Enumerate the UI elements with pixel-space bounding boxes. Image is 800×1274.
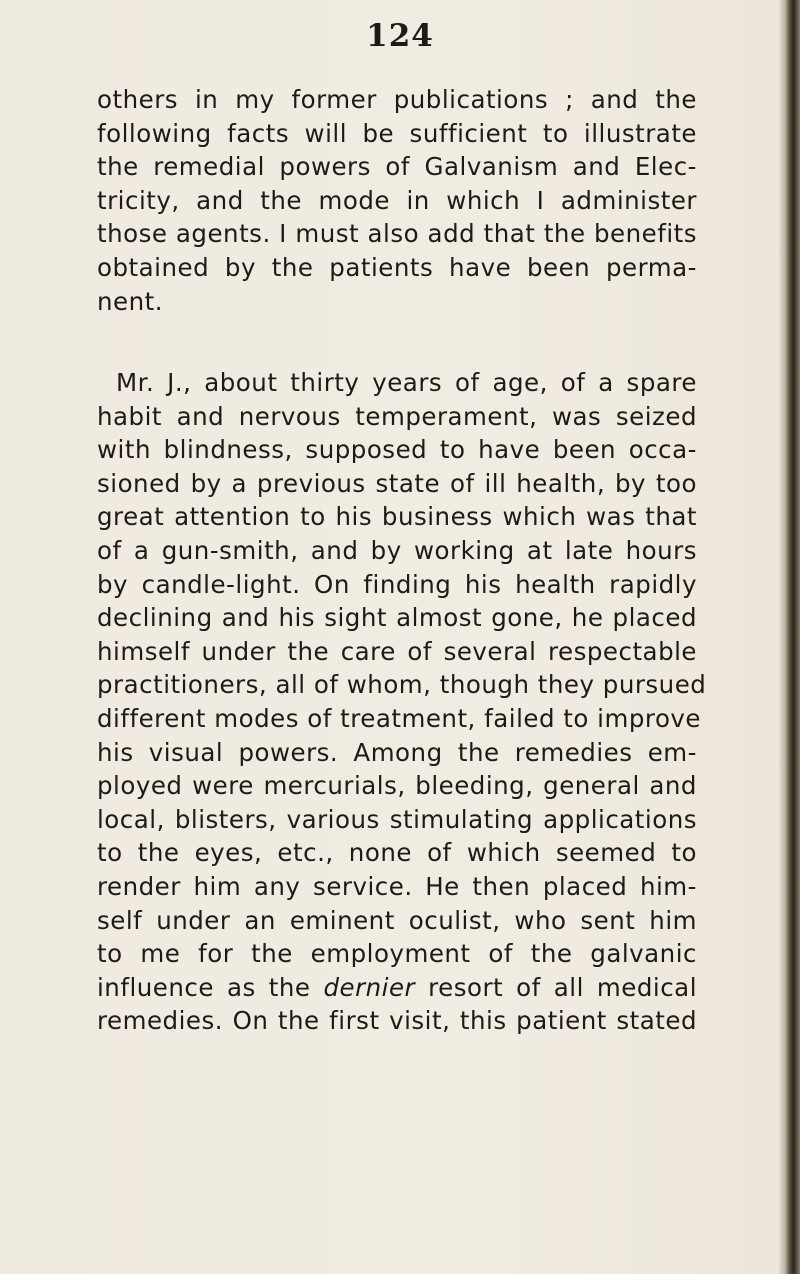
paragraph-2 <box>97 366 707 1038</box>
text-line: others in my former publications ; and the <box>97 85 697 114</box>
text-line: ployed were mercurials, bleeding, general and <box>97 771 697 801</box>
text-line: remedies. On the first visit, this patient stated <box>97 1006 697 1036</box>
text-line: by candle-light. On finding his health rapidly <box>97 569 697 599</box>
text-line: tricity, and the mode in which I administer <box>97 185 697 215</box>
text-line: local, blisters, various stimulating applications <box>97 804 697 834</box>
text-line: declining and his sight almost gone, he placed <box>97 603 697 633</box>
text-line: self under an eminent oculist, who sent him <box>97 905 697 935</box>
text-line: different modes of treatment, failed to improve <box>97 703 701 733</box>
text-line: to the eyes, etc., none of which seemed to <box>97 838 697 868</box>
text-line: nent. <box>97 286 164 316</box>
text-line: great attention to his business which was that <box>97 502 697 532</box>
text-line: render him any service. He then placed him- <box>97 871 697 901</box>
page-number: 124 <box>366 18 434 54</box>
text-line: habit and nervous temperament, was seized <box>97 401 697 431</box>
text-segment: influence as the <box>97 972 324 1002</box>
text-line-with-italic <box>97 971 697 1005</box>
text-line: of a gun-smith, and by working at late hours <box>97 535 697 565</box>
text-line: himself under the care of several respectable <box>97 636 697 666</box>
text-line: those agents. I must also add that the benefits <box>97 219 697 249</box>
italic-word: dernier <box>323 972 416 1002</box>
text-line: obtained by the patients have been perma- <box>97 252 697 282</box>
text-line: sioned by a previous state of ill health, by too <box>97 468 697 498</box>
text-segment: resort of all medical <box>415 972 697 1002</box>
text-line: following facts will be sufficient to illustrate <box>97 118 697 148</box>
text-line: the remedial powers of Galvanism and Elec- <box>97 152 697 182</box>
text-line: practitioners, all of whom, though they pursued <box>97 670 707 700</box>
text-line: Mr. J., about thirty years of age, of a spare <box>116 368 697 397</box>
page-edge <box>784 0 800 1274</box>
text-line: with blindness, supposed to have been occa- <box>97 435 697 465</box>
text-line: to me for the employment of the galvanic <box>97 939 697 969</box>
text-line: his visual powers. Among the remedies em- <box>97 737 697 767</box>
paragraph-1 <box>97 83 697 318</box>
